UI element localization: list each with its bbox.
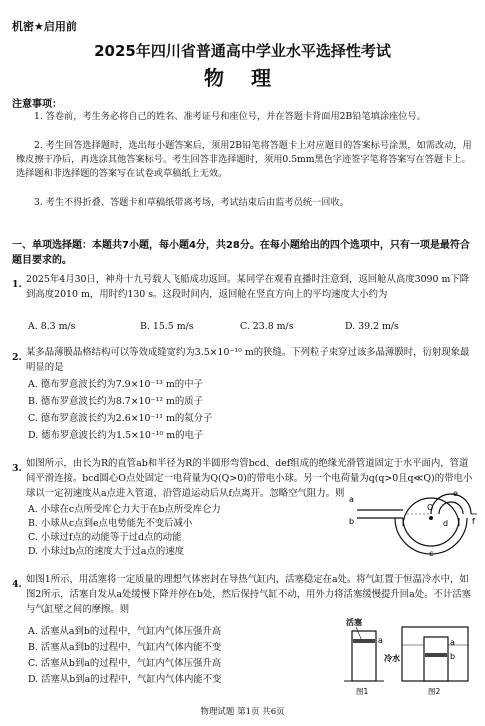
pipe-diagram	[345, 478, 480, 558]
question-1	[12, 272, 474, 300]
label-a-fig1: a	[378, 636, 383, 645]
option-d: D. 39.2 m/s	[345, 321, 399, 332]
note-item-2: 2. 考生回答选择题时，选出每小题答案后，须用2B铅笔将答题卡上对应题目的答案标号涂黑，如需改动，用橡皮擦干净后，再选涂其他答案标号。考生回答非选择题时，须用0.5mm黑色字迹签字笔将答案写在答题卡上。选择题和非选择题的答案写在试卷或草稿纸上无效。	[16, 140, 472, 179]
page-footer: 物理试题 第1页 共6页	[200, 707, 285, 717]
option-b: B. 活塞从a到b的过程中，气缸内气体内能不变	[28, 642, 222, 653]
question-4	[12, 572, 474, 615]
option-c: C. 活塞从b到a的过程中，气缸内气体压强升高	[28, 658, 222, 669]
question-3	[12, 456, 474, 499]
note-item-1: 1. 答卷前，考生务必将自己的姓名、准考证号和座位号，并在答题卡背面用2B铅笔填涂座位号。	[34, 111, 426, 122]
fig1-caption: 图1	[356, 687, 369, 696]
question-stem: 如图所示，由长为R的直管ab和半径为R的半圆形弯管bcd、def组成的绝缘光滑管道固定于水平面内，管道间平滑连接。bcd圆心O点处固定一电荷量为Q(Q>0)的带电小球。另一个电荷量为q(q>0且q≪Q)的带电小球以一定初速度从a点进入管道，沿管道运动后从f点离开。忽略空气阻力。则	[26, 458, 473, 499]
option-c: C. 德布罗意波长约为2.6×10⁻¹¹ m的氦分子	[28, 413, 213, 424]
cold-water-label: 冷水	[384, 654, 400, 663]
option-a: A. 活塞从a到b的过程中，气缸内气体压强升高	[28, 626, 222, 637]
piston-shape-fig2	[425, 653, 447, 657]
section-heading: 一、单项选择题：本题共7小题，每小题4分，共28分。在每小题给出的四个选项中，只有一项是最符合题目要求的。	[12, 240, 470, 266]
piston-label: 活塞	[346, 618, 362, 627]
label-b: b	[349, 517, 355, 526]
question-stem: 2025年4月30日，神舟十九号载人飞船成功返回。某同学在观看直播时注意到，返回舱从高度3090 m下降到高度2010 m，用时约130 s。这段时间内，返回舱在竖直方向上的平均速度大小约为	[26, 274, 470, 300]
option-d: D. 德布罗意波长约为1.5×10⁻¹⁰ m的电子	[28, 430, 204, 441]
question-number: 2.	[12, 352, 22, 363]
exam-title: 2025年四川省普通高中学业水平选择性考试	[94, 42, 391, 60]
question-2	[12, 345, 474, 373]
option-a: A. 德布罗意波长约为7.9×10⁻¹³ m的中子	[28, 379, 203, 390]
option-b: B. 15.5 m/s	[140, 321, 194, 332]
cylinder-diagram	[340, 615, 480, 697]
option-b: B. 小球从c点到e点电势能先不变后减小	[28, 518, 193, 529]
option-a: A. 8.3 m/s	[28, 321, 76, 332]
label-c: c	[429, 549, 434, 558]
option-c: C. 23.8 m/s	[240, 321, 294, 332]
label-a: a	[349, 495, 354, 504]
option-a: A. 小球在c点所受库仑力大于在b点所受库仑力	[28, 504, 221, 515]
label-e: e	[453, 489, 458, 498]
note-item-3: 3. 考生不得折叠、答题卡和草稿纸带离考场，考试结束后由监考员统一回收。	[34, 197, 349, 208]
secret-tag: 机密★启用前	[12, 20, 77, 33]
label-f: f	[472, 517, 475, 526]
notes-heading: 注意事项：	[12, 99, 62, 110]
piston-shape	[353, 639, 375, 643]
question-number: 3.	[12, 463, 22, 474]
option-c: C. 小球过f点的动能等于过d点的动能	[28, 532, 182, 543]
label-o: O	[427, 503, 434, 512]
question-number: 1.	[12, 279, 22, 290]
option-d: D. 活塞从b到a的过程中，气缸内气体内能不变	[28, 674, 222, 685]
label-d: d	[443, 519, 449, 528]
subject-title: 物 理	[204, 66, 281, 90]
option-d: D. 小球过b点的速度大于过a点的速度	[28, 546, 184, 557]
question-number: 4.	[12, 579, 22, 590]
option-b: B. 德布罗意波长约为8.7×10⁻¹² m的质子	[28, 396, 204, 407]
label-b-fig2: b	[450, 652, 456, 661]
fig2-caption: 图2	[428, 687, 441, 696]
label-a-fig2: a	[450, 638, 455, 647]
question-stem: 某多晶薄膜晶格结构可以等效成缝宽约为3.5×10⁻¹⁰ m的狭缝。下列粒子束穿过该多晶薄膜时，衍射现象最明显的是	[26, 347, 470, 373]
question-stem: 如图1所示，用活塞将一定质量的理想气体密封在导热气缸内，活塞稳定在a处。将气缸置于恒温冷水中，如图2所示，活塞自发从a处缓慢下降并停在b处，然后保持气缸不动，用外力将活塞缓慢提升回a处。不计活塞与气缸壁之间的摩擦。则	[26, 574, 472, 615]
